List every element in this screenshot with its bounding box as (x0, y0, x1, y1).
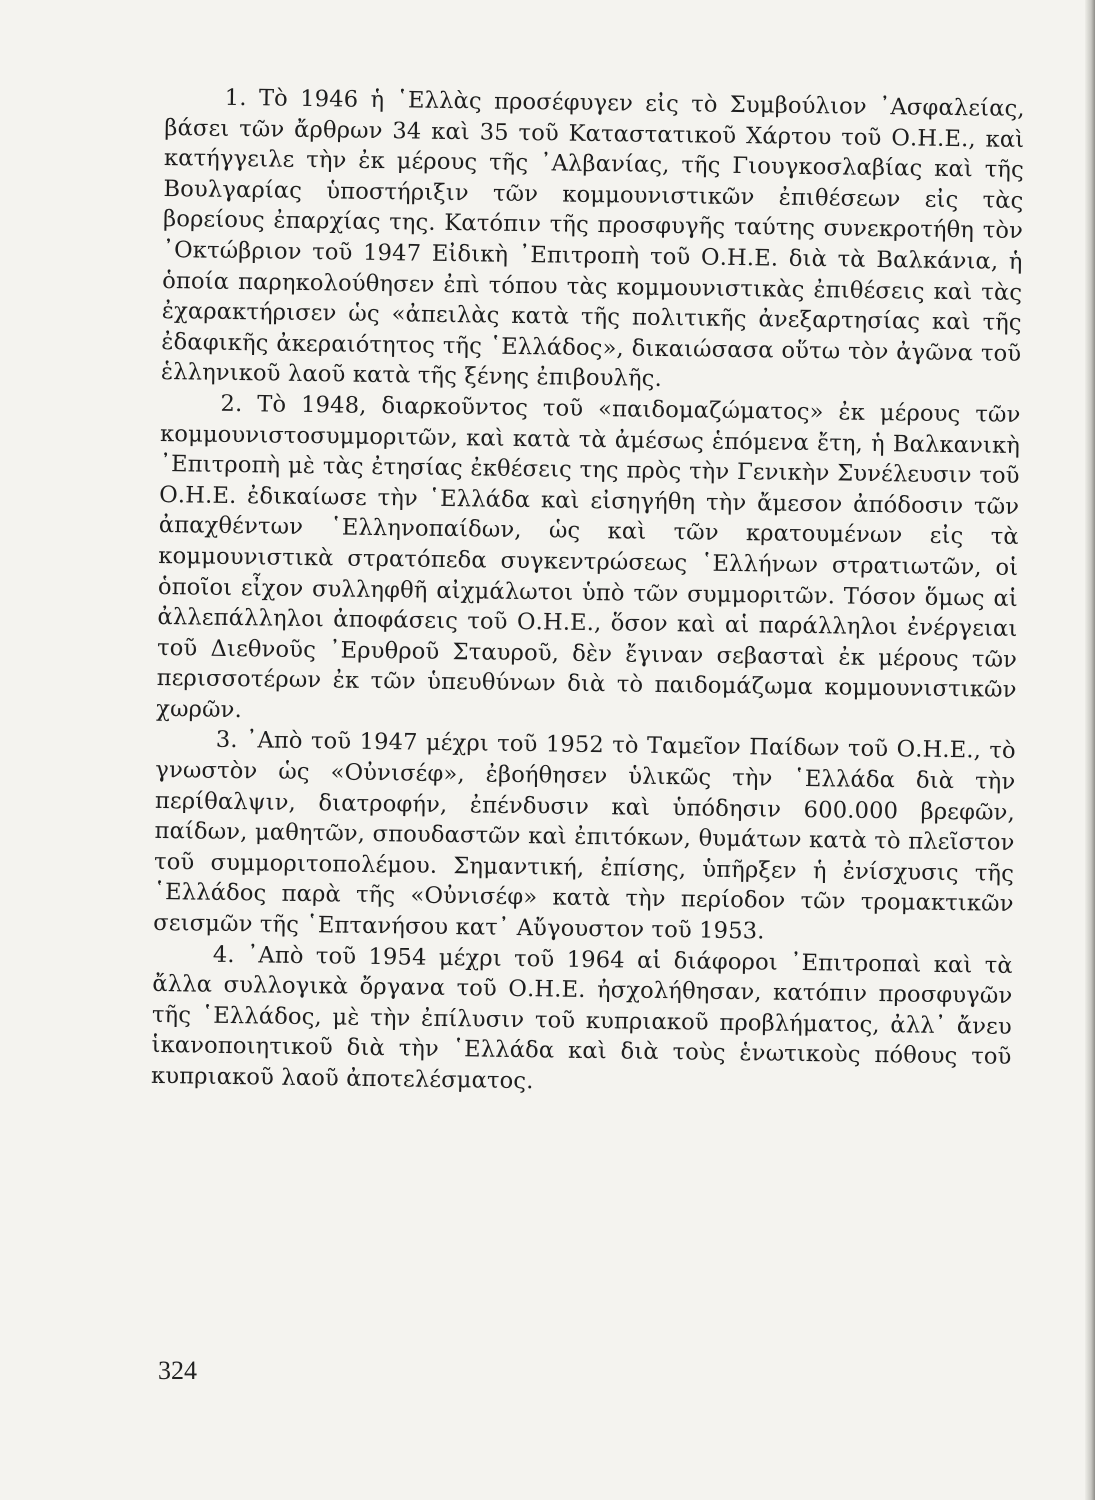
paragraph-2: 2. Τὸ 1948, διαρκοῦντος τοῦ «παιδομαζώματος» ἐκ μέρους τῶν κομμουνιστοσυμμοριτῶν, καὶ κατὰ τὰ ἀμέσως ἑπόμενα ἔτη, ἡ Βαλκανικὴ ᾿Επιτροπὴ μὲ τὰς ἐτησίας ἐκθέσεις της πρὸς τὴν Γενικὴν Συνέλευσιν τοῦ Ο.Η.Ε. ἐδικαίωσε τὴν ῾Ελλάδα καὶ εἰσηγήθη τὴν ἄμεσον ἀπόδοσιν τῶν ἀπαχθέντων ῾Ελληνοπαίδων, ὡς καὶ τῶν κρατουμένων εἰς τὰ κομμουνιστικὰ στρατόπεδα συγκεντρώσεως ῾Ελλήνων στρατιωτῶν, οἱ ὁποῖοι εἶχον συλληφθῆ αἰχμάλωτοι ὑπὸ τῶν συμμοριτῶν. Τόσον ὅμως αἱ ἀλλεπάλληλοι ἀποφάσεις τοῦ Ο.Η.Ε., ὅσον καὶ αἱ παράλληλοι ἐνέργειαι τοῦ Διεθνοῦς ᾿Ερυθροῦ Σταυροῦ, δὲν ἔγιναν σεβασταὶ ἐκ μέρους τῶν περισσοτέρων ἐκ τῶν ὑπευθύνων διὰ τὸ παιδομάζωμα κομμουνιστικῶν χωρῶν. (156, 390, 1021, 724)
body-text (151, 82, 1025, 1104)
page-edge-shadow (1085, 0, 1095, 1500)
paragraph-3: 3. ᾿Απὸ τοῦ 1947 μέχρι τοῦ 1952 τὸ Ταμεῖον Παίδων τοῦ Ο.Η.Ε., τὸ γνωστὸν ὡς «Οὐνισέφ», ἐβοήθησεν ὑλικῶς τὴν ῾Ελλάδα διὰ τὴν περίθαλψιν, διατροφήν, ἐπένδυσιν καὶ ὑπόδησιν 600.000 βρεφῶν, παίδων, μαθητῶν, σπουδαστῶν καὶ ἐπιτόκων, θυμάτων κατὰ τὸ πλεῖστον τοῦ συμμοριτοπολέμου. Σημαντική, ἐπίσης, ὑπῆρξεν ἡ ἐνίσχυσις τῆς ῾Ελλάδος παρὰ τῆς «Οὐνισέφ» κατὰ τὴν περίοδον τῶν τρομακτικῶν σεισμῶν τῆς ῾Επτανήσου κατ᾿ Αὔγουστον τοῦ 1953. (153, 727, 1016, 945)
paragraph-1: 1. Τὸ 1946 ἡ ῾Ελλὰς προσέφυγεν εἰς τὸ Συμβούλιον ᾿Ασφαλείας, βάσει τῶν ἄρθρων 34 καὶ 35 τοῦ Καταστατικοῦ Χάρτου τοῦ Ο.Η.Ε., καὶ κατήγγειλε τὴν ἐκ μέρους τῆς ᾿Αλβανίας, τῆς Γιουγκοσλαβίας καὶ τῆς Βουλγαρίας ὑποστήριξιν τῶν κομμουνιστικῶν ἐπιθέσεων εἰς τὰς βορείους ἐπαρχίας της. Κατόπιν τῆς προσφυγῆς ταύτης συνεκροτήθη τὸν ᾿Οκτώβριον τοῦ 1947 Εἰδικὴ ᾿Επιτροπὴ τοῦ Ο.Η.Ε. διὰ τὰ Βαλκάνια, ἡ ὁποία παρηκολούθησεν ἐπὶ τόπου τὰς κομμουνιστικὰς ἐπιθέσεις καὶ τὰς ἐχαρακτήρισεν ὡς «ἀπειλὰς κατὰ τῆς πολιτικῆς ἀνεξαρτησίας καὶ τῆς ἐδαφικῆς ἀκεραιότητος τῆς ῾Ελλάδος», δικαιώσασα οὕτω τὸν ἀγῶνα τοῦ ἑλληνικοῦ λαοῦ κατὰ τῆς ξένης ἐπιβουλῆς. (160, 84, 1025, 393)
paragraph-4: 4. ᾿Απὸ τοῦ 1954 μέχρι τοῦ 1964 αἱ διάφοροι ᾿Επιτροπαὶ καὶ τὰ ἄλλα συλλογικὰ ὄργανα τοῦ Ο.Η.Ε. ἠσχολήθησαν, κατόπιν προσφυγῶν τῆς ῾Ελλάδος, μὲ τὴν ἐπίλυσιν τοῦ κυπριακοῦ προβλήματος, ἀλλ᾿ ἄνευ ἱκανοποιητικοῦ διὰ τὴν ῾Ελλάδα καὶ διὰ τοὺς ἑνωτικοὺς πόθους τοῦ κυπριακοῦ λαοῦ ἀποτελέσματος. (150, 941, 1013, 1095)
page-number: 324 (158, 1356, 197, 1385)
